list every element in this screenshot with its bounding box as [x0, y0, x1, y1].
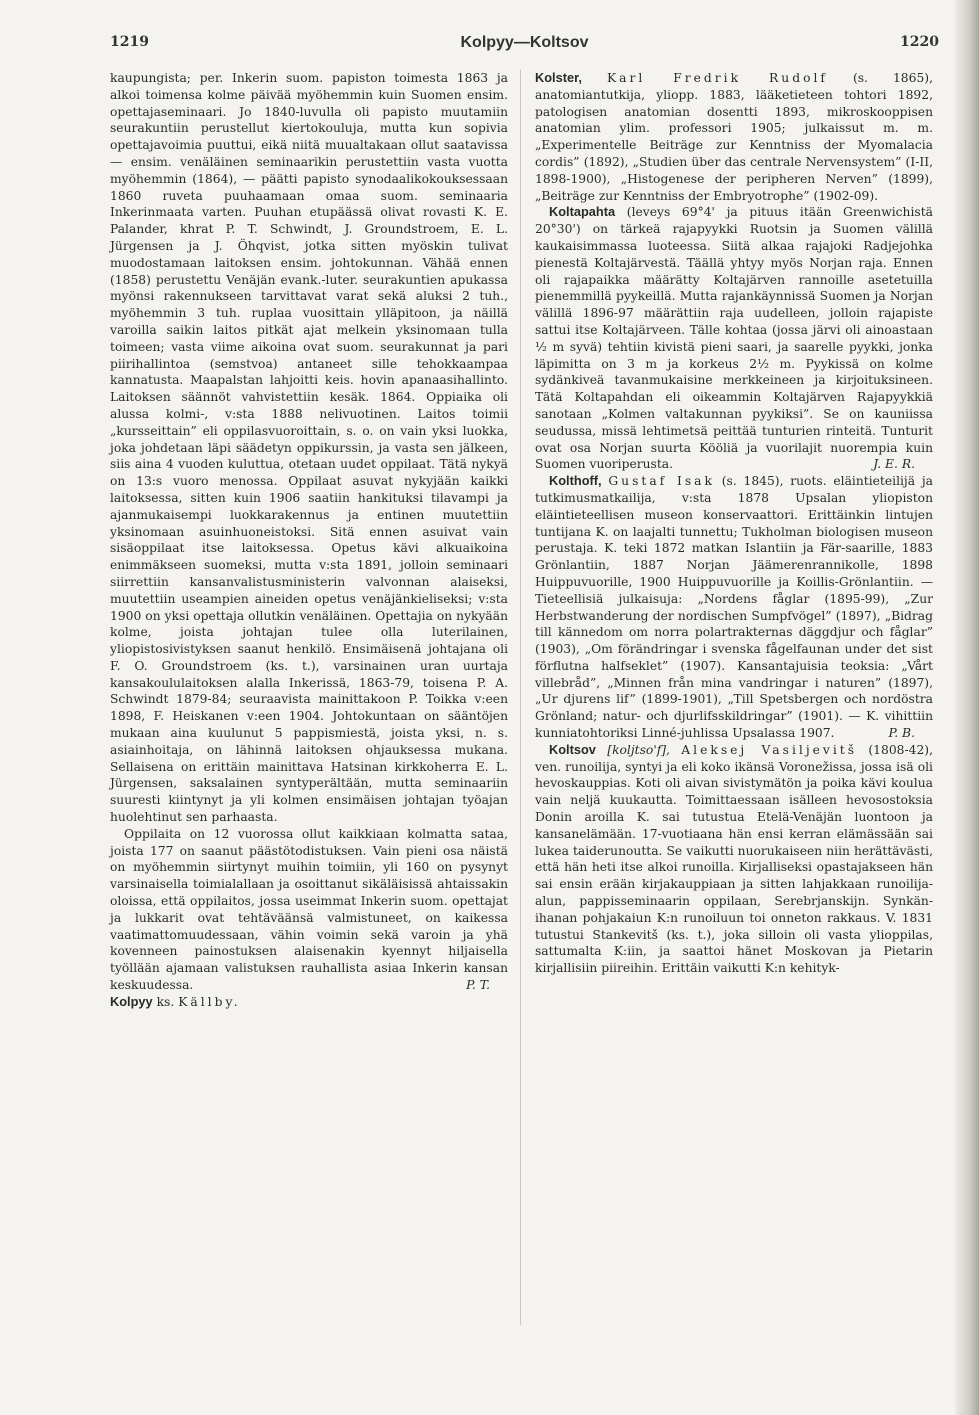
entry-koltapahta	[535, 204, 933, 473]
left-column	[110, 70, 508, 1011]
conclusion-text: Oppilaita on 12 vuorossa ollut kaikkiaan kolmatta sataa, joista 177 on saanut päästötodistuksen. Vain pieni osa näistä on myöhemmin siirtynyt muihin toimiin, yli 160 on pysynyt varsinaisella toimialallaan ja osoittanut sikäläisissä ahtaissakin oloissa, että oppilaitos, jossa useimmat Inkerin suom. opettajat ja lukkarit ovat tehtäväänsä valmistuneet, on kaikessa vaatimattomuudessaan, vähin voimin sekä varoin ja yhä kovenneen painostuksen alaisenakin kyennyt hiljaisella työllään ajamaan valistuksen rauhallista asiaa Inkerin kansan keskuudessa.	[110, 826, 508, 993]
page-header	[110, 34, 939, 58]
author-signature: P. B.	[888, 726, 915, 741]
entry-fullname: Aleksej Vasiljevitš	[681, 742, 858, 757]
cross-ref-target: Källby.	[178, 994, 241, 1009]
entry-body: (leveys 69°4' ja pituus itään Greenwichistä 20°30') on tärkeä rajapyykki Ruotsin ja Suomen välillä kaukaisimmassa luoteessa. Siitä alkaa rajajoki Radjejohka pienestä Koltajärvestä. Täällä yhtyy myös Norjan raja. Ennen oli rajapaikka määrätty Koltajärven rannoille asetetuilla pienemmillä pyykeillä. Mutta rajankäynnissä Suomen ja Norjan välillä 1896-97 määrättiin raja uudelleen, jolloin rajapiste sattui itse Koltajärveen. Tälle kohtaa (jossa järvi oli ainoastaan ½ m syvä) tehtiin kivistä pieni saari, ja saarelle pyykki, jonka läpimitta on 3 m ja korkeus 2½ m. Pyykissä on kolme sydänkiveä tavanmukaisine merkkeineen ja kirjoituksineen. Tätä Koltapahdan eli oikeammin Koltajärven Rajapyykkiä sanotaan „Kolmen valtakunnan pyykiksi”. Se on kauniissa seudussa, missä lehtimetsä peittää tunturien rinteitä. Tunturit ovat osa Norjan suurta Kööliä ja vuorilajit nuorempia kuin Suomen vuoriperusta.	[535, 205, 933, 472]
entry-headword: Kolpyy	[110, 993, 153, 1009]
right-column	[535, 70, 933, 977]
entry-body: (s. 1865), anatomiantutkija, yliopp. 1883, lääketieteen tohtori 1892, patologisen anatomian dosentti 1893, mikroskooppisen anatomian ylim. professori 1905; julkaissut m. m. „Experimentelle Beiträge zur Kenntniss der Myomalacia cordis” (1892), „Studien über das centrale Nervensystem” (I-II, 1898-1900), „Histogenese der peripheren Nerven” (1899), „Beiträge zur Kenntniss der Embryotrophe” (1902-09).	[535, 71, 933, 203]
book-page-edge	[955, 0, 979, 1415]
entry-body: (1808-42), ven. runoilija, syntyi ja eli koko ikänsä Voronežissa, jossa isä oli hevoskauppias. Koti oli aivan sivistymätön ja poika kävi koulua vain neljä kuukautta. Toimittaessaan isälleen hevosostoksia Donin aroilla K. sai tutustua Etelä-Venäjän luontoon ja kansanelämään. 17-vuotiaana hän ensi kerran elämässään sai lukea taiderunoutta. Se vaikutti nuorukaiseen niin herättävästi, että hän heti itse alkoi runoilla. Kirjalliseksi opastajakseen hän sai ensin erään kirjakauppiaan ja sitten lahjakkaan runoilija-alun, pappisseminaarin oppilaan, Serebrjanskijn. Synkän-ihanan pohjakaiun K:n runoiluun toi onneton rakkaus. V. 1831 tutustui Stankevitš (ks. t.), joka silloin oli vasta ylioppilas, sattumalta K:iin, ja saattoi hänet Moskovan ja Pietarin kirjallisiin piireihin. Erittäin vaikutti K:n kehityk-	[535, 742, 933, 976]
cross-ref-label: ks.	[156, 994, 175, 1009]
entry-pronunciation: [koljtso'f],	[607, 742, 670, 757]
entry-headword: Kolthoff,	[549, 473, 602, 489]
running-title: Kolpyy—Koltsov	[460, 34, 589, 51]
right-page-number: 1220	[900, 34, 939, 50]
entry-headword: Kolster,	[535, 70, 582, 85]
seminary-article-text: kaupungista; per. Inkerin suom. papiston toimesta 1863 ja alkoi toimensa kolme päivää myöhemmin kuin Suomen ensim. opettajaseminaari. Jo 1840-luvulla oli papisto muutamiin seurakuntiin perustellut kiertokouluja, mutta kun sopivia opettajavoimia puuttui, eikä niitä muualtakaan ollut saatavissa — ensim. venäläinen seminaarikin perustettiin vasta vuotta myöhemmin (1864), — päätti papisto synodaalikokouksessaan 1860 ruveta puuhaamaan omaa suom. seminaaria Inkerinmaata varten. Puuhan etupäässä olivat rovasti K. E. Palander, khrat P. T. Schwindt, J. Groundstroem, E. L. Jürgensen ja J. Öhqvist, jotka sitten myöskin tulivat muodostamaan laitoksen ensim. johtokunnan. Vähää ennen (1858) perustettu Venäjän evank.-luter. seurakuntien apukassa myönsi rakennukseen tarvittavat varat sekä aluksi 2 tuh., myöhemmin 3 tuh. ruplaa vuosittain ylläpitoon, ja näillä varoilla saikin laitos pitkät ajat melkein yksinomaan tulla toimeen; vasta viime aikoina ovat suom. seurakunnat ja pari piirihallintoa (semstvoa) antaneet sille tehokkaampaa kannatusta. Maapalstan lahjoitti keis. hovin apanaasihallinto. Laitoksen säännöt vahvistettiin kesäk. 1864. Oppiaika oli alussa kolmi-, v:sta 1888 nelivuotinen. Laitos toimii „kursseittain” eli oppilasvuoroittain, s. o. on vain yksi luokka, joka johdetaan läpi säädetyn oppikurssin, ja vasta sen jälkeen, siis aina 4 vuoden kuluttua, otetaan uudet oppilaat. Tätä nykyä on 13:s vuoro menossa. Oppilaat asuvat nykyjään kaikki laitoksessa, sitten kuin 1906 saatiin hankituksi tilavampi ja ajanmukaisempi luokkarakennus ja entinen muutettiin yksinomaan asuinhuoneistoksi. Sitä ennen asuivat vain sisäoppilaat itse laitoksessa. Opetus kävi alkuaikoina enimmäkseen suomeksi, mutta v:sta 1891, jolloin seminaari siirrettiin kansanvalistusministerin valvonnan alaiseksi, muutettiin useampien aineiden opetus venäjänkieliseksi; v:sta 1900 on yksi opettaja ollutkin venäläinen. Opettajia on nykyään kolme, joista johtajan tulee olla luterilainen, yliopistosivistyksen saanut henkilö. Ensimäisenä johtajana oli F. O. Groundstroem (ks. t.), varsinainen uran uurtaja kansakoululaitoksen alalla Inkerissä, 1863-79, toisena P. A. Schwindt 1879-84; seuraavista mainittakoon P. Toikka v:een 1898, F. Heiskanen v:een 1904. Johtokuntaan on sääntöjen mukaan aina kuulunut 5 pappismiestä, joista yksi, n. s. asiainhoitaja, on lähinnä laitoksen ohjauksessa mukana. Sellaisena on erittäin mainittava Hatsinan kirkkoherra E. L. Jürgensen, saksalainen syntyperältään, mutta seminaariin suuresti kiintynyt ja yli kolmen ensimäisen johtajan työajan huolehtinut sen parhaasta.	[110, 71, 508, 825]
author-signature: P. T.	[466, 978, 490, 993]
entry-koltsov	[535, 742, 933, 977]
author-signature: J. E. R.	[873, 457, 915, 472]
entry-headword: Koltapahta	[549, 204, 616, 220]
entry-kolpyy	[110, 994, 508, 1011]
entry-kolster	[535, 70, 933, 204]
entry-fullname: Gustaf Isak	[608, 474, 715, 489]
entry-kolthoff	[535, 473, 933, 742]
entry-body: (s. 1845), ruots. eläintieteilijä ja tutkimusmatkailija, v:sta 1878 Upsalan yliopiston eläintieteellisen museon konservaattori. Erittäinkin lintujen tuntijana K. on laajalti tunnettu; Tukholman biologisen museon perustaja. K. teki 1872 matkan Islantiin ja Fär-saarille, 1883 Grönlantiin, 1887 Norjan Jäämerenrannikolle, 1898 Huippuvuorille, 1900 Huippuvuorille ja Koillis-Grönlantiin. — Tieteellisiä julkaisuja: „Nordens fåglar (1895-99), „Zur Herbstwanderung der nordischen Sumpfvögel” (1897), „Bidrag till kännedom om norra polartrakternas däggdjur och fåglar” (1903), „Om förändringar i svenska fågelfaunan under det sist förflutna halfseklet” (1907). Kansantajuisia teoksia: „Vårt villebråd”, „Minnen från mina vandringar i naturen” (1897), „Ur djurens lif” (1899-1901), „Till Spetsbergen och nordöstra Grönland; natur- och djurlifsskildringar” (1901). — K. vihittiin kunniatohtoriksi Linné-juhlissa Upsalassa 1907.	[535, 474, 933, 741]
entry-fullname: Karl Fredrik Rudolf	[606, 71, 828, 85]
column-divider	[520, 70, 521, 1325]
left-page-number: 1219	[110, 34, 149, 50]
entry-headword: Koltsov	[549, 741, 596, 757]
seminary-article-conclusion	[110, 826, 508, 994]
